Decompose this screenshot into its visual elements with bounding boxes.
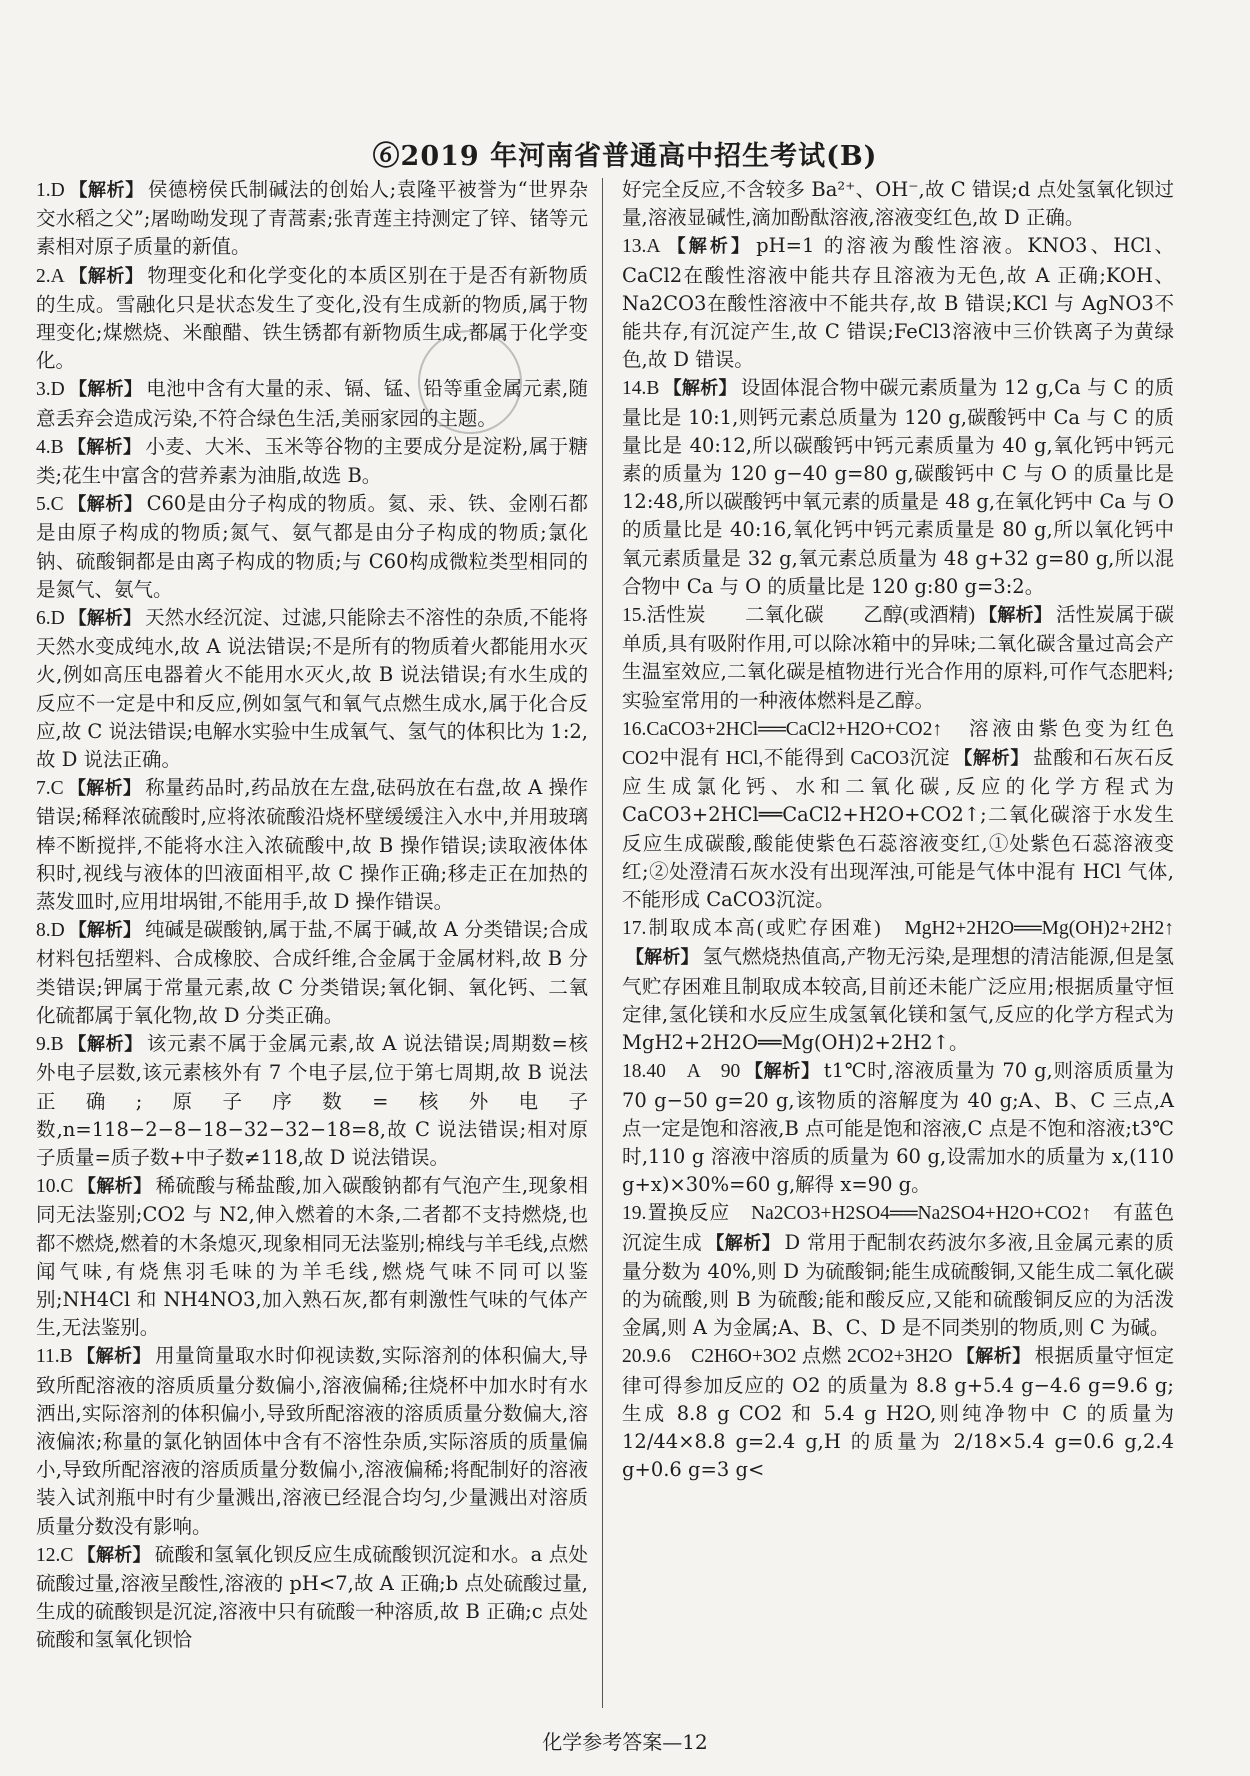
analysis-tag: 【解析】 bbox=[978, 605, 1052, 627]
answer-key: 11.B bbox=[36, 1346, 73, 1368]
analysis-tag: 【解析】 bbox=[68, 265, 144, 287]
analysis-tag: 【解析】 bbox=[744, 1061, 820, 1083]
answer-entry bbox=[622, 601, 1174, 715]
right-column bbox=[622, 176, 1194, 1484]
answer-key: 7.C bbox=[36, 778, 64, 800]
analysis-tag: 【解析】 bbox=[68, 180, 144, 201]
page-title: ⑥2019 年河南省普通高中招生考试(B) bbox=[372, 141, 878, 172]
answer-entry bbox=[622, 374, 1174, 601]
analysis-text: t1℃时,溶液质量为 70 g,则溶质质量为 70 g−50 g=20 g,该物质的溶解度为 40 g;A、B、C 三点,A 点一定是饱和溶液,B 点可能是饱和溶液,C 点是不饱和溶液;t3℃时,110 g 溶液中溶质的质量为 60 g,设需加水的质量为 x,(110 g+x)×30%=60 g,解得 x=90 g。 bbox=[622, 1059, 1175, 1197]
page-footer: 化学参考答案—12 bbox=[542, 1730, 708, 1754]
answer-entry bbox=[36, 1342, 588, 1540]
analysis-tag: 【解析】 bbox=[68, 379, 143, 401]
answer-key: 13.A bbox=[622, 236, 661, 258]
answer-entry bbox=[622, 1057, 1174, 1199]
answer-key: 5.C bbox=[36, 494, 64, 516]
answer-entry bbox=[36, 490, 588, 604]
answer-entry bbox=[622, 232, 1174, 374]
answer-key: 16.CaCO3+2HCl══CaCl2+H2O+CO2↑ 溶液由紫色变为红色 CO2中混有 HCl,不能得到 CaCO3沉淀 bbox=[622, 718, 1194, 770]
answer-entry bbox=[622, 1342, 1174, 1484]
analysis-text: 天然水经沉淀、过滤,只能除去不溶性的杂质,不能将天然水变成纯水,故 A 说法错误;不是所有的物质着火都能用水灭火,例如高压电器着火不能用水灭火,故 B 说法错误;有水生成的反应不一定是中和反应,例如氢气和氧气点燃生成水,属于化合反应,故 C 说法错误;电解水实验中生成氧气、氢气的体积比为 1:2,故 D 说法正确。 bbox=[36, 606, 589, 772]
analysis-tag: 【解析】 bbox=[663, 378, 737, 400]
answer-entry bbox=[622, 1199, 1174, 1342]
answer-key: 6.D bbox=[36, 608, 65, 630]
analysis-tag: 【解析】 bbox=[68, 608, 142, 630]
analysis-tag: 【解析】 bbox=[954, 748, 1030, 770]
answer-entry bbox=[36, 262, 588, 376]
analysis-tag: 【解析】 bbox=[706, 1232, 781, 1254]
analysis-tag: 【解析】 bbox=[68, 920, 141, 942]
analysis-tag: 【解析】 bbox=[67, 436, 142, 458]
answer-key: 12.C bbox=[36, 1544, 74, 1566]
column-divider bbox=[602, 178, 603, 1708]
analysis-text: 设固体混合物中碳元素质量为 12 g,Ca 与 C 的质量比是 10:1,则钙元素总质量为 120 g,碳酸钙中 Ca 与 C 的质量比是 40:12,所以碳酸钙中钙元素质量为 40 g,氧化钙中钙元素的质量为 120 g−40 g=80 g,碳酸钙中 C 与 O 的质量比是 12:48,所以碳酸钙中氧元素的质量是 48 g,在氧化钙中 Ca 与 O 的质量比是 40:16,氧化钙中钙元素质量是 80 g,所以氧化钙中氧元素质量是 32 g,氧元素总质量为 48 g+32 g=80 g,所以混合物中 Ca 与 O 的质量比是 120 g:80 g=3:2。 bbox=[622, 376, 1175, 598]
analysis-tag: 【解析】 bbox=[76, 1346, 152, 1368]
answer-entry bbox=[36, 774, 588, 916]
answer-entry bbox=[36, 1541, 588, 1655]
analysis-text: C60是由分子构成的物质。氦、汞、铁、金刚石都是由原子构成的物质;氮气、氨气都是由分子构成的物质;氯化钠、硫酸铜都是由离子构成的物质;与 C60构成微粒类型相同的是氮气、氨气。 bbox=[36, 492, 589, 601]
answer-entry bbox=[36, 1030, 588, 1172]
analysis-tag: 【解析】 bbox=[67, 1034, 143, 1056]
analysis-text: 称量药品时,药品放在左盘,砝码放在右盘,故 A 操作错误;稀释浓硫酸时,应将浓硫酸沿烧杯壁缓缓注入水中,并用玻璃棒不断搅拌,不能将水注入浓硫酸中,故 B 操作错误;读取液体体积时,视线与液体的凹液面相平,故 C 操作正确;移走正在加热的蒸发皿时,应用坩埚钳,不能用手,故 D 操作错误。 bbox=[36, 776, 589, 914]
answer-entry bbox=[622, 715, 1194, 914]
analysis-text: 电池中含有大量的汞、镉、锰、铅等重金属元素,随意丢弃会造成污染,不符合绿色生活,美丽家园的主题。 bbox=[36, 377, 588, 430]
analysis-tag: 【解析】 bbox=[77, 1544, 151, 1566]
answer-key: 4.B bbox=[36, 436, 64, 458]
analysis-text: 用量筒量取水时仰视读数,实际溶剂的体积偏大,导致所配溶液的溶质质量分数偏小,溶液偏稀;往烧杯中加水时有水洒出,实际溶剂的体积偏小,导致所配溶液的溶质质量分数偏大,溶液偏浓;称量的氯化钠固体中含有不溶性杂质,实际溶质的质量偏小,导致所配溶液的溶质质量分数偏小,溶液偏稀;将配制好的溶液装入试剂瓶中时有少量溅出,溶液已经混合均匀,少量溅出对溶质质量分数没有影响。 bbox=[36, 1344, 589, 1538]
analysis-text: 活性炭属于碳单质,具有吸附作用,可以除冰箱中的异味;二氧化碳含量过高会产生温室效应,二氧化碳是植物进行光合作用的原料,可作气态肥料;实验室常用的一种液体燃料是乙醇。 bbox=[622, 603, 1174, 712]
analysis-tag: 【解析】 bbox=[956, 1346, 1031, 1368]
answer-entry bbox=[622, 176, 1174, 232]
analysis-text: 纯碱是碳酸钠,属于盐,不属于碱,故 A 分类错误;合成材料包括塑料、合成橡胶、合成纤维,合金属于金属材料,故 B 分类错误;钾属于常量元素,故 C 分类错误;氧化铜、氧化钙、二氧化硫都属于氧化物,故 D 分类正确。 bbox=[36, 918, 588, 1027]
analysis-text: 该元素不属于金属元素,故 A 说法错误;周期数=核外电子层数,该元素核外有 7 个电子层,位于第七周期,故 B 说法正确;原子序数=核外电子数,n=118−2−8−18−32−32−18=8,故 C 说法错误;相对原子质量=质子数+中子数≠118,故 D 说法错误。 bbox=[36, 1032, 588, 1169]
left-column bbox=[36, 176, 588, 1655]
answer-entry bbox=[36, 176, 588, 262]
answer-entry bbox=[36, 1172, 588, 1342]
answer-entry bbox=[622, 914, 1174, 1057]
answer-key: 8.D bbox=[36, 920, 65, 942]
analysis-tag: 【解析】 bbox=[77, 1176, 152, 1198]
answer-key: 14.B bbox=[622, 378, 660, 400]
answer-key: 17.制取成本高(或贮存困难) MgH2+2H2O══Mg(OH)2+2H2↑ bbox=[622, 918, 1174, 940]
answer-key: 10.C bbox=[36, 1176, 74, 1198]
analysis-text: D 常用于配制农药波尔多液,且金属元素的质量分数为 40%,则 D 为硫酸铜;能生成硫酸铜,又能生成二氧化碳的为硫酸,则 B 为硫酸;能和酸反应,又能和硫酸铜反应的为活泼金属,则 A 为金属;A、B、C、D 是不同类别的物质,则 C 为碱。 bbox=[622, 1230, 1174, 1340]
analysis-tag: 【解析】 bbox=[626, 947, 699, 969]
answer-entry bbox=[36, 604, 588, 774]
answer-key: 20.9.6 C2H6O+3O2 点燃 2CO2+3H2O bbox=[622, 1346, 953, 1368]
answer-entry bbox=[36, 433, 588, 490]
analysis-tag: 【解析】 bbox=[67, 494, 143, 516]
analysis-text: 盐酸和石灰石反应生成氯化钙、水和二氧化碳,反应的化学方程式为 CaCO3+2HCl══CaCl2+H2O+CO2↑;二氧化碳溶于水发生反应生成碳酸,酸能使紫色石蕊溶液变红,①处紫色石蕊溶液变红;②处澄清石灰水没有出现浑浊,可能是气体中混有 HCl 气体,不能形成 CaCO3沉淀。 bbox=[622, 746, 1174, 912]
analysis-text: 氢气燃烧热值高,产物无污染,是理想的清洁能源,但是氢气贮存困难且制取成本较高,目前还未能广泛应用;根据质量守恒定律,氢化镁和水反应生成氢氧化镁和氢气,反应的化学方程式为 MgH2+2H2O══Mg(OH)2+2H2↑。 bbox=[622, 945, 1174, 1055]
analysis-text: 侯德榜侯氏制碱法的创始人;袁隆平被誉为“世界杂交水稻之父”;屠呦呦发现了青蒿素;张青莲主持测定了锌、锗等元素相对原子质量的新值。 bbox=[36, 178, 589, 259]
answer-entry bbox=[36, 916, 588, 1030]
analysis-text: 小麦、大米、玉米等谷物的主要成分是淀粉,属于糖类;花生中富含的营养素为油脂,故选 B。 bbox=[36, 434, 589, 488]
answer-key: 18.40 A 90 bbox=[622, 1061, 741, 1083]
analysis-text: 根据质量守恒定律可得参加反应的 O2 的质量为 8.8 g+5.4 g−4.6 g=9.6 g;生成 8.8 g CO2 和 5.4 g H2O,则纯净物中 C 的质量为 12/44×8.8 g=2.4 g,H 的质量为 2/18×5.4 g=0.6 g,2.4 g+0.6 g=3 g< bbox=[622, 1344, 1174, 1482]
answer-key: 15.活性炭 二氧化碳 乙醇(或酒精) bbox=[622, 605, 975, 627]
answer-key: 19.置换反应 Na2CO3+H2SO4══Na2SO4+H2O+CO2↑ 有蓝色沉淀生成 bbox=[622, 1203, 1174, 1254]
analysis-text: pH=1 的溶液为酸性溶液。KNO3、HCl、CaCl2在酸性溶液中能共存且溶液为无色,故 A 正确;KOH、Na2CO3在酸性溶液中不能共存,故 B 错误;KCl 与 AgNO3不能共存,有沉淀产生,故 C 错误;FeCl3溶液中三价铁离子为黄绿色,故 D 错误。 bbox=[622, 234, 1174, 372]
analysis-text: 物理变化和化学变化的本质区别在于是否有新物质的生成。雪融化只是状态发生了变化,没有生成新的物质,属于物理变化;煤燃烧、米酿醋、铁生锈都有新物质生成,都属于化学变化。 bbox=[36, 263, 588, 373]
answer-entry bbox=[36, 375, 588, 432]
analysis-text: 硫酸和氢氧化钡反应生成硫酸钡沉淀和水。a 点处硫酸过量,溶液呈酸性,溶液的 pH<7,故 A 正确;b 点处硫酸过量,生成的硫酸钡是沉淀,溶液中只有硫酸一种溶质,故 B 正确;c 点处硫酸和氢氧化钡恰 bbox=[36, 1542, 589, 1652]
answer-key: 9.B bbox=[36, 1034, 64, 1056]
analysis-text: 好完全反应,不含较多 Ba²⁺、OH⁻,故 C 错误;d 点处氢氧化钡过量,溶液显碱性,滴加酚酞溶液,溶液变红色,故 D 正确。 bbox=[622, 178, 1174, 230]
answer-key: 1.D bbox=[36, 180, 65, 201]
answer-key: 3.D bbox=[36, 379, 65, 401]
analysis-text: 稀硫酸与稀盐酸,加入碳酸钠都有气泡产生,现象相同无法鉴别;CO2 与 N2,伸入燃着的木条,二者都不支持燃烧,也都不燃烧,燃着的木条熄灭,现象相同无法鉴别;棉线与羊毛线,点燃闻气味,有烧焦羽毛味的为羊毛线,燃烧气味不同可以鉴别;NH4Cl 和 NH4NO3,加入熟石灰,都有刺激性气味的气体产生,无法鉴别。 bbox=[36, 1174, 588, 1340]
analysis-tag: 【解析】 bbox=[67, 778, 142, 800]
answer-key: 2.A bbox=[36, 265, 65, 287]
analysis-tag: 【解析】 bbox=[664, 236, 753, 258]
